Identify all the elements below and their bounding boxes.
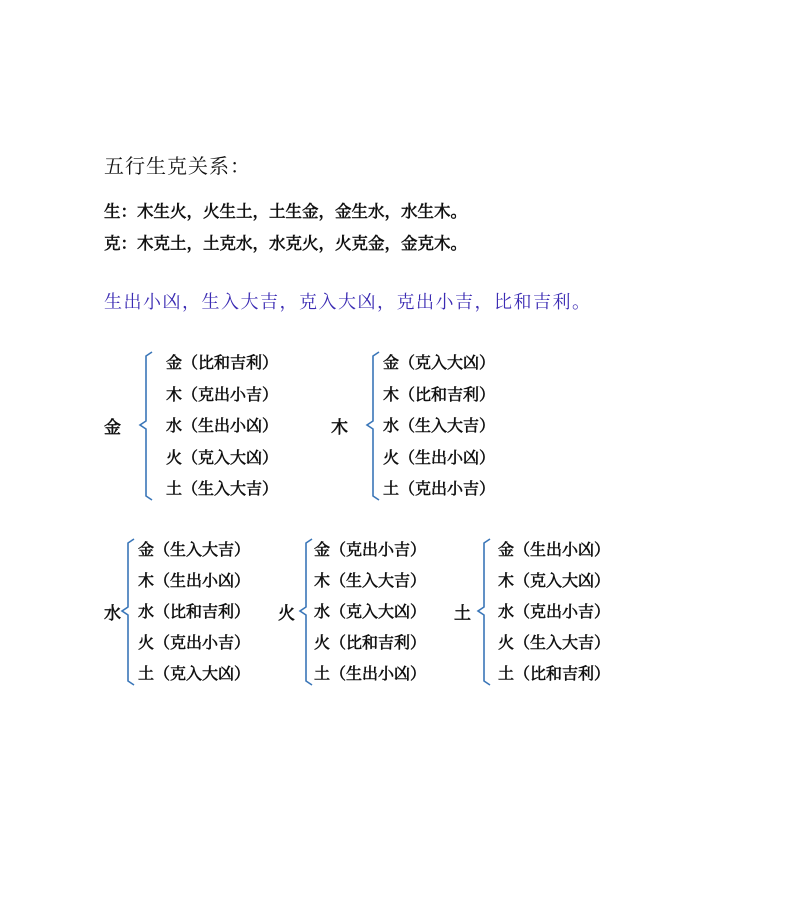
center-element-label: 木 <box>331 418 348 438</box>
relation-text: （克入大凶） <box>399 353 496 372</box>
relation-item <box>314 630 426 653</box>
element-name: 土 <box>314 664 331 683</box>
element-name: 水 <box>383 416 400 435</box>
relation-item <box>383 382 495 405</box>
overcoming-cycle-line <box>104 230 467 254</box>
relation-text: （生出小凶） <box>399 447 496 467</box>
generating-label: 生： <box>104 202 137 221</box>
element-name: 木 <box>138 571 155 590</box>
relation-text: （生入大吉） <box>182 479 279 498</box>
relation-item <box>383 445 495 468</box>
relation-item <box>314 537 426 560</box>
relation-item <box>314 661 426 684</box>
generating-cycle-text: 木生火，火生土，土生金，金生水，水生木。 <box>137 202 467 221</box>
element-name: 水 <box>498 602 515 621</box>
element-name: 金 <box>498 540 515 559</box>
relation-text: （克出小吉） <box>399 479 496 498</box>
relation-text: （克入大凶） <box>330 602 427 621</box>
element-name: 木 <box>314 571 331 590</box>
relation-item <box>138 599 250 622</box>
element-name: 金 <box>138 540 155 559</box>
relation-text: （生出小凶） <box>182 416 279 435</box>
relation-text: （生出小凶） <box>154 571 251 590</box>
element-name: 木 <box>383 384 400 404</box>
center-element-label: 金 <box>104 418 121 438</box>
relation-text: （生入大吉） <box>399 416 496 435</box>
relation-text: （克出小吉） <box>330 540 427 559</box>
relation-item <box>166 413 278 436</box>
relation-text: （生出小凶） <box>330 664 427 683</box>
relation-item <box>383 476 495 499</box>
element-name: 金 <box>166 353 183 372</box>
element-name: 火 <box>498 633 515 652</box>
relation-item <box>314 568 426 591</box>
relation-item <box>138 661 250 684</box>
page-title: 五行生克关系： <box>104 154 251 178</box>
relation-item <box>166 382 278 405</box>
center-element-label: 水 <box>104 604 121 624</box>
relation-item <box>383 413 495 436</box>
overcoming-cycle-text: 木克土，土克水，水克火，火克金，金克木。 <box>137 234 467 253</box>
center-element-label: 土 <box>454 604 471 624</box>
relation-text: （生入大吉） <box>514 633 611 652</box>
element-name: 水 <box>314 602 331 621</box>
relation-text: （克出小吉） <box>514 602 611 621</box>
element-name: 土 <box>498 664 515 683</box>
relation-item <box>138 568 250 591</box>
element-name: 土 <box>138 664 155 683</box>
relation-item <box>138 537 250 560</box>
element-name: 火 <box>166 447 183 467</box>
element-name: 火 <box>138 633 155 652</box>
relation-text: （比和吉利） <box>514 664 611 683</box>
element-name: 金 <box>314 540 331 559</box>
relation-item <box>498 599 610 622</box>
relation-text: （比和吉利） <box>330 633 427 652</box>
relation-text: （克入大凶） <box>154 664 251 683</box>
relation-text: （生出小凶） <box>514 540 611 559</box>
element-name: 金 <box>383 353 400 372</box>
relation-item <box>498 661 610 684</box>
overcoming-label: 克： <box>104 234 137 253</box>
relation-text: （比和吉利） <box>154 602 251 621</box>
relation-text: （克入大凶） <box>182 447 279 467</box>
relation-text: （比和吉利） <box>399 384 496 404</box>
relation-item <box>166 476 278 499</box>
relation-item <box>498 568 610 591</box>
relation-item <box>498 630 610 653</box>
relation-text: （克入大凶） <box>514 571 611 590</box>
center-element-label: 火 <box>278 604 295 624</box>
generating-cycle-line <box>104 198 467 222</box>
element-name: 土 <box>383 479 400 498</box>
element-name: 水 <box>166 416 183 435</box>
relation-item <box>498 537 610 560</box>
element-name: 木 <box>166 384 183 404</box>
relation-item <box>166 445 278 468</box>
element-name: 火 <box>383 447 400 467</box>
relation-text: （生入大吉） <box>154 540 251 559</box>
relation-text: （比和吉利） <box>182 353 279 372</box>
relation-text: （克出小吉） <box>182 384 279 404</box>
relation-item <box>138 630 250 653</box>
relation-item <box>166 350 278 373</box>
element-name: 土 <box>166 479 183 498</box>
relation-item <box>383 350 495 373</box>
element-name: 水 <box>138 602 155 621</box>
relation-item <box>314 599 426 622</box>
element-name: 火 <box>314 633 331 652</box>
element-name: 木 <box>498 571 515 590</box>
relation-text: （生入大吉） <box>330 571 427 590</box>
fortune-rule-text: 生出小凶，生入大吉，克入大凶，克出小吉，比和吉利。 <box>104 292 592 313</box>
relation-text: （克出小吉） <box>154 633 251 652</box>
